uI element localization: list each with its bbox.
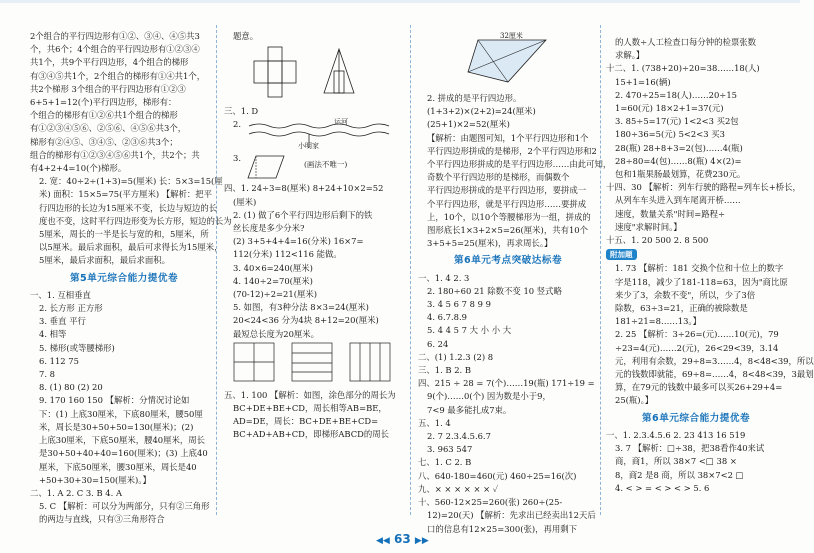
answer-line: 20<24<36 分为4块 8+12=20(厘米) xyxy=(233,315,379,326)
answer-line: 行四边形的长边为15厘米不变，长边与短边的长 xyxy=(39,202,218,213)
answer-line: 个，共6个；4个组合的平行四边形有①②③④ xyxy=(30,44,200,55)
answer-block xyxy=(418,92,612,250)
answer-line: 速度"求解时间。】 xyxy=(615,221,682,232)
answer-line: 元，利用有余数，29÷8=3……4，8<48<39，所以 xyxy=(615,355,814,366)
answer-line: 181÷21=8……13。】 xyxy=(615,316,701,327)
answer-line: 包和1瓶果肠最划算，花费230元。 xyxy=(615,169,746,180)
answer-block xyxy=(30,30,218,175)
answer-line: 3. xyxy=(233,153,241,164)
answer-line: 十二、1. (738+20)÷20=38……18(人) xyxy=(606,63,760,74)
answer-line: 28÷80=4(包)……8(瓶) 4×(2)= xyxy=(615,155,742,166)
answer-line: 除数，63÷3=21，正确的被除数是 xyxy=(615,303,748,314)
answer-line: 共1个，共9个平行四边形，4个组合的梯形 xyxy=(30,57,189,68)
answer-line: 平行四边形拼成的是梯形，2个平行四边形和2 xyxy=(427,145,597,156)
answer-line: 商，商1，所以 38×7 <□ 38 × xyxy=(615,456,737,467)
answer-line: 25(瓶)。】 xyxy=(615,395,654,406)
answer-line: (2) 3+5+4+4=16(分米) 16×7= xyxy=(233,236,364,247)
answer-line: 3. 7 【解析：□÷38，把38看作40来试 xyxy=(615,443,765,454)
answer-line: 9. 170 160 150 【解析：分情况讨论如 xyxy=(39,395,190,406)
answer-line: 3. 963 547 xyxy=(427,444,473,455)
answer-line: 七、1. C 2. B xyxy=(418,457,472,468)
river-label: 运河 xyxy=(334,118,348,127)
answer-line: 元的钱数即就能，69÷8=……4，8<48<39，3最划 xyxy=(615,369,814,380)
answer-line: 7. 8 xyxy=(39,369,55,380)
answer-line: 15+1=16(辆) xyxy=(615,76,671,87)
answer-block xyxy=(30,175,232,267)
column-3 xyxy=(418,30,612,536)
answer-line: 8. (1) 80 (2) 20 xyxy=(39,382,103,393)
answer-line: 有4+2+4=10(个)梯形。 xyxy=(30,163,127,174)
answer-line: 九、× × × × × × ✓ xyxy=(418,483,499,494)
answer-line: 一、1. 4 2. 3 xyxy=(418,272,470,283)
section-title: 第6单元综合能力提优卷 xyxy=(641,412,751,424)
answer-line: 下：(1) 上底30厘米，下底80厘米，腰50厘 xyxy=(39,408,203,419)
length-label: 32厘米 xyxy=(500,32,523,40)
prev-arrow-icon: ◀◀ xyxy=(376,536,390,546)
answer-line: 米，周长是30+50+50=130(厘米)；(2) xyxy=(39,421,194,432)
answer-line: 共2个梯形 3个组合的平行四边形有①②③ xyxy=(30,83,186,94)
answer-line: 五、1. 100 【解析：如图，涂色部分的周长为 xyxy=(224,389,396,400)
answer-line: 口的信息有12×25=300(张)，再用剩下 xyxy=(427,523,577,534)
answer-block xyxy=(606,181,801,234)
answer-line: 题意。 xyxy=(233,31,259,41)
answer-line: 3. 40×6=240(厘米) xyxy=(233,262,313,273)
answer-line: 3. 垂直 平行 xyxy=(39,316,86,327)
answer-line: 组合的梯形有①②③④⑤⑥共1个，共2个；共 xyxy=(30,149,200,160)
answer-line: 个平行四边形拼成的是平行四边形……由此可知， xyxy=(427,159,612,170)
next-arrow-icon: ▶▶ xyxy=(414,536,429,546)
trapezoid-figure xyxy=(418,30,598,92)
answer-line: 的两边与直线，只有③三角形符合 xyxy=(39,514,165,525)
section-title: 第5单元综合能力提优卷 xyxy=(69,272,179,284)
answer-line: 度也不变，这时平行四边形变为长方形，短边的长为 xyxy=(39,215,232,226)
answer-line: 十五、1. 20 500 2. 8 500 xyxy=(606,235,709,246)
answer-line: 7<9 最多能扎成7束。 xyxy=(427,404,512,415)
answer-line: 有①②③④⑤⑥、②⑤⑥、④⑤⑥共3个， xyxy=(30,123,187,134)
answer-block xyxy=(606,429,786,495)
answer-line: 2. 宽：40÷2÷(1+3)=5(厘米) 长：5×3=15(厘 xyxy=(39,176,223,187)
answer-line: 以5厘米。最后求面积，最后可求得长为15厘米， xyxy=(39,242,223,253)
answer-line: 9(个)……0(个) 因为数是小于9， xyxy=(427,391,551,402)
answer-line: 一、1. 互相垂直 xyxy=(30,289,91,300)
answer-line: 2. xyxy=(233,119,241,130)
answer-line: 米) 面积：15×5=75(平方厘米) 【解析：把平 xyxy=(39,189,213,200)
section-title: 第6单元考点突破达标卷 xyxy=(453,255,563,267)
answer-line: 上，10个，以10个等腰梯形为一组，拼成的 xyxy=(427,211,591,222)
answer-line: 6. 24 xyxy=(427,338,449,349)
answer-line: 求解。】 xyxy=(615,50,645,61)
answer-line: 5. 4 4 5 7 大 小 小 大 xyxy=(427,325,512,336)
answer-block xyxy=(418,272,598,536)
column-divider xyxy=(600,25,601,515)
answer-line: (1+3+2)×(2+2)=24(厘米) xyxy=(427,106,536,117)
answer-line: 4. 6.7.8.9 xyxy=(427,312,467,323)
column-4 xyxy=(606,36,814,495)
answer-line: 十四、30 【解析：列车行驶的路程=列车长+桥长， xyxy=(606,182,801,193)
answer-line: +50+30+30=150(厘米)。】 xyxy=(39,474,151,485)
shape-figures xyxy=(224,43,394,105)
answer-line: 来少了3，余数不变"，所以，少了3倍 xyxy=(615,289,756,300)
answer-line: 112(分米) 112<116 能做。 xyxy=(233,249,342,260)
answer-line: 是30+50+40+40=160(厘米)；(3) 上底40 xyxy=(39,448,208,459)
answer-line: 四、215 ÷ 28 = 7(个)……19(瓶) 171÷19 = xyxy=(418,378,595,389)
answer-line: (70-12)÷2=21(厘米) xyxy=(233,289,317,300)
answer-line: 四、1. 24÷3=8(厘米) 8+24+10×2=52 xyxy=(224,183,384,194)
answer-block xyxy=(224,389,404,442)
answer-line: 2. 470÷25=18(人)……20÷15 xyxy=(615,89,737,100)
home-label: 小明家 xyxy=(298,142,319,151)
answer-line: 一、1. 2.3.4.5.6 2. 23 413 16 519 xyxy=(606,429,746,440)
answer-line: 3+5+5=25(厘米)，再求周长。】 xyxy=(427,238,553,249)
answer-line: 28(瓶) 28+8+3=2(包)……4(瓶) xyxy=(615,142,743,153)
answer-line: 2. 拼成的是平行四边形。 xyxy=(427,93,522,103)
answer-line: 算，在79元的钱数中最多可以买26+29+4= xyxy=(615,382,783,393)
answer-line: 2. 180÷60 21 除数不变 10 竖式略 xyxy=(427,285,562,296)
answer-line: 4. 140÷2=70(厘米) xyxy=(233,275,313,286)
answer-line: 字是118，减少了181-118=63，因为"商比原 xyxy=(615,276,788,287)
answer-line: 5厘米，周长的一半是长与宽的和，5厘米，所 xyxy=(39,229,209,240)
answer-line: 三、1. B 2. B xyxy=(418,365,472,376)
answer-line: 4. < > = < > < > 5. 6 xyxy=(615,482,710,493)
answer-line: 2个组合的平行四边形有①②、③④、④⑤共3 xyxy=(30,31,200,41)
parallelogram-figure xyxy=(224,152,404,182)
answer-line: 三、1. D xyxy=(224,106,259,117)
answer-line: 2. 7 2.3.4.5.6.7 xyxy=(427,431,491,442)
answer-line: 4. 相等 xyxy=(39,329,67,340)
river-figure xyxy=(224,118,404,152)
answer-line: 2. 25 【解析：3÷26=(元)……10(元)，79 xyxy=(615,329,779,340)
answer-line: 梯形有②④⑤、③④⑤、②③⑥共3个； xyxy=(30,136,178,147)
answer-line: 5. C 【解析：可以分为两部分，只有②三角形 xyxy=(39,501,210,512)
answer-line: 上底30厘米，下底50厘米，腰40厘米，周长 xyxy=(39,435,205,446)
answer-block xyxy=(30,289,218,527)
extra-questions-badge: 附加题 xyxy=(606,249,637,260)
answer-line: 图形底长1×3+2×5=26(厘米)，共有10个 xyxy=(427,225,588,236)
answer-block xyxy=(224,182,404,340)
answer-block xyxy=(606,262,814,407)
answer-line: 速度，数量关系"时间=路程÷ xyxy=(615,208,726,219)
rectangle-division-figures xyxy=(224,341,394,389)
answer-line: 3. 85÷5=17(元) 1<2<3 买2包 xyxy=(615,116,739,127)
answer-line: 1. 73 【解析：181 交换个位和十位上的数字 xyxy=(615,263,784,274)
answer-line: AD=DE，周长：BC+DE+BE+CD= xyxy=(233,416,379,427)
answer-line: 二、1. A 2. C 3. B 4. A xyxy=(30,487,123,498)
answer-line: 2. 长方形 正方形 xyxy=(39,303,103,314)
answer-line: 平行四边形拼成的是平行四边形，要拼成一 xyxy=(427,185,587,196)
answer-line: 有③④⑤共1个，2个组合的梯形有①④共1个， xyxy=(30,70,206,81)
answer-line: 12)=20(天) 【解析：先求出已经卖出12天后 xyxy=(427,510,596,521)
answer-line: (25+1)×2=52(厘米) xyxy=(427,119,510,130)
answer-line: 【解析：由题图可知，1个平行四边形和1个 xyxy=(427,132,589,143)
answer-line: 二、(1) 1.2.3 (2) 8 xyxy=(418,351,494,362)
answer-line: 5. 梯形(或等腰梯形) xyxy=(39,342,115,353)
answer-line: 奇数个平行四边形的是梯形，而偶数个 xyxy=(427,172,570,183)
answer-line: 最短总长度为20厘米。 xyxy=(233,328,320,339)
top-border xyxy=(0,0,800,3)
figure-note: (画法不唯一) xyxy=(304,160,348,170)
answer-line: 3. 4 5 6 7 8 9 9 xyxy=(427,299,491,310)
page-number-footer xyxy=(376,533,429,548)
answer-line: 5厘米，最后求面积，最后求面积。 xyxy=(39,255,170,266)
answer-line: 8，商2 是8 商，所以 38×7<2 □ xyxy=(615,469,744,480)
answer-line: 五、1. 4 xyxy=(418,417,451,428)
column-1 xyxy=(30,30,232,527)
answer-line: 2. (1) 做了6个平行四边形后剩下的铁 xyxy=(233,209,373,220)
answer-line: 6+5+1=12(个)平行四边形，梯形有： xyxy=(30,97,177,108)
answer-block xyxy=(606,36,786,181)
answer-line: 1=60(元) 18×2+1=37(元) xyxy=(615,103,724,114)
answer-line: (厘米) xyxy=(233,196,257,207)
answer-line: 的人数÷人工检查口每分钟的检票张数 xyxy=(615,37,757,47)
answer-line: ÷23=4(元)……2(元)，26<29<39，3.14 xyxy=(615,342,779,353)
answer-line: 6. 112 75 xyxy=(39,355,79,366)
column-2 xyxy=(224,30,404,442)
answer-line: BC+DE+BE+CD，周长相等AB=BE， xyxy=(233,403,387,414)
answer-line: 十、560-12×25=260(张) 260÷(25- xyxy=(418,497,563,508)
answer-line: 八、640-180=460(元) 460÷25=16(次) xyxy=(418,470,577,481)
column-divider xyxy=(410,25,411,515)
answer-line: 个平行四边形，就是平行四边形……要拼成 xyxy=(427,198,587,209)
answer-line: 5. 如图，有3种分法 8×3=24(厘米) xyxy=(233,302,369,313)
page-number: 63 xyxy=(394,532,411,546)
answer-line: 丝长度是多少分米? xyxy=(233,223,305,234)
answer-line: 从列车车头进入到车尾离开桥…… xyxy=(615,195,741,206)
answer-line: BC+AD+AB+CD，即梯形ABCD的周长 xyxy=(233,429,389,440)
answer-line: 厘米，下底50厘米，腰30厘米，周长是40 xyxy=(39,461,197,472)
answer-line: 180÷36=5(元) 5<2<3 买3 xyxy=(615,129,725,140)
answer-line: 个组合的梯形有①②⑥共1个组合的梯形 xyxy=(30,110,178,121)
